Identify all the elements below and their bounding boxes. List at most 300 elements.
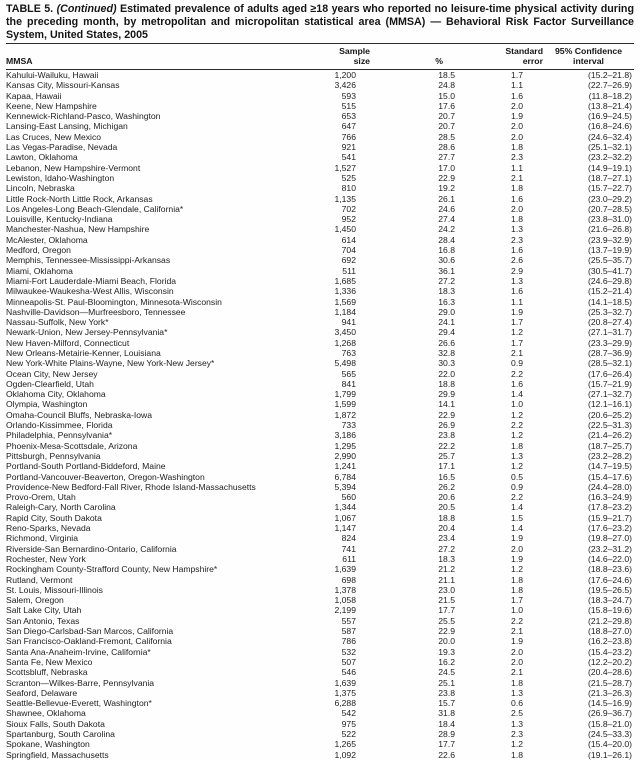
- table-body: [6, 69, 634, 759]
- percent-cell: 26.9: [438, 420, 455, 431]
- confidence-interval-cell: (17.6–23.2): [588, 523, 632, 534]
- sample-size-cell: 1,200: [334, 69, 356, 80]
- confidence-interval-cell: (23.8–31.0): [588, 214, 632, 225]
- standard-error-cell: 2.1: [511, 626, 523, 637]
- standard-error-cell: 1.3: [511, 275, 523, 286]
- mmsa-cell: Provo-Orem, Utah: [6, 492, 76, 503]
- standard-error-cell: 2.0: [511, 543, 523, 554]
- table-row: [6, 739, 634, 749]
- standard-error-cell: 1.4: [511, 523, 523, 534]
- percent-cell: 21.2: [438, 564, 455, 575]
- percent-cell: 20.0: [438, 636, 455, 647]
- standard-error-cell: 2.0: [511, 203, 523, 214]
- table-row: [6, 307, 634, 317]
- sample-size-cell: 698: [341, 574, 356, 585]
- confidence-interval-cell: (23.3–29.9): [588, 337, 632, 348]
- percent-cell: 20.7: [438, 111, 455, 122]
- standard-error-cell: 1.0: [511, 605, 523, 616]
- confidence-interval-cell: (15.8–21.0): [588, 718, 632, 729]
- confidence-interval-cell: (20.7–28.5): [588, 203, 632, 214]
- percent-cell: 27.7: [438, 152, 455, 163]
- confidence-interval-cell: (14.9–19.1): [588, 162, 632, 173]
- sample-size-cell: 1,147: [334, 523, 356, 534]
- percent-cell: 16.3: [438, 296, 455, 307]
- percent-cell: 27.4: [438, 214, 455, 225]
- confidence-interval-cell: (21.2–29.8): [588, 615, 632, 626]
- percent-cell: 26.1: [438, 193, 455, 204]
- percent-cell: 18.5: [438, 69, 455, 80]
- table-row: [6, 142, 634, 152]
- mmsa-cell: Minneapolis-St. Paul-Bloomington, Minnesota-Wisconsin: [6, 296, 222, 307]
- table-row: [6, 719, 634, 729]
- table-row: [6, 461, 634, 471]
- table-title-text: Estimated prevalence of adults aged ≥18 years who reported no leisure-time physical activity during the preceding month, by metropolitan and micropolitan statistical area (MMSA) — Behavioral Risk Factor Surveillance System, United States, 2005: [6, 3, 634, 41]
- sample-size-cell: 1,450: [334, 224, 356, 235]
- standard-error-cell: 2.2: [511, 420, 523, 431]
- percent-cell: 17.1: [438, 461, 455, 472]
- sample-size-cell: 2,199: [334, 605, 356, 616]
- table-row: [6, 688, 634, 698]
- table-row: [6, 255, 634, 265]
- mmsa-cell: Nassau-Suffolk, New York*: [6, 317, 109, 328]
- confidence-interval-cell: (15.2–21.8): [588, 69, 632, 80]
- mmsa-cell: Nashville-Davidson—Murfreesboro, Tennessee: [6, 306, 186, 317]
- sample-size-cell: 692: [341, 255, 356, 266]
- table-row: [6, 91, 634, 101]
- table-row: [6, 121, 634, 131]
- column-header-standard-error-line2: error: [522, 56, 543, 67]
- standard-error-cell: 1.9: [511, 553, 523, 564]
- sample-size-cell: 557: [341, 615, 356, 626]
- table-row: [6, 80, 634, 90]
- standard-error-cell: 1.3: [511, 687, 523, 698]
- standard-error-cell: 2.0: [511, 121, 523, 132]
- standard-error-cell: 1.8: [511, 584, 523, 595]
- mmsa-cell: Spartanburg, South Carolina: [6, 728, 115, 739]
- standard-error-cell: 1.9: [511, 636, 523, 647]
- mmsa-cell: San Antonio, Texas: [6, 615, 80, 626]
- standard-error-cell: 0.9: [511, 481, 523, 492]
- standard-error-cell: 1.3: [511, 224, 523, 235]
- standard-error-cell: 1.2: [511, 430, 523, 441]
- confidence-interval-cell: (27.1–31.7): [588, 327, 632, 338]
- table-row: [6, 224, 634, 234]
- standard-error-cell: 1.7: [511, 69, 523, 80]
- sample-size-cell: 704: [341, 245, 356, 256]
- standard-error-cell: 1.8: [511, 142, 523, 153]
- column-header-sample-size-line1: Sample: [339, 46, 370, 57]
- standard-error-cell: 1.6: [511, 193, 523, 204]
- confidence-interval-cell: (21.5–28.7): [588, 677, 632, 688]
- standard-error-cell: 1.8: [511, 749, 523, 760]
- mmsa-cell: Lincoln, Nebraska: [6, 183, 75, 194]
- table-row: [6, 616, 634, 626]
- mmsa-cell: Los Angeles-Long Beach-Glendale, California*: [6, 203, 184, 214]
- sample-size-cell: 810: [341, 183, 356, 194]
- standard-error-cell: 2.3: [511, 234, 523, 245]
- sample-size-cell: 6,784: [334, 471, 356, 482]
- sample-size-cell: 653: [341, 111, 356, 122]
- table-row: [6, 451, 634, 461]
- table-row: [6, 163, 634, 173]
- confidence-interval-cell: (30.5–41.7): [588, 265, 632, 276]
- percent-cell: 17.0: [438, 162, 455, 173]
- sample-size-cell: 952: [341, 214, 356, 225]
- sample-size-cell: 560: [341, 492, 356, 503]
- sample-size-cell: 532: [341, 646, 356, 657]
- sample-size-cell: 1,344: [334, 502, 356, 513]
- mmsa-cell: Manchester-Nashua, New Hampshire: [6, 224, 150, 235]
- standard-error-cell: 1.6: [511, 378, 523, 389]
- percent-cell: 19.3: [438, 646, 455, 657]
- confidence-interval-cell: (25.3–32.7): [588, 306, 632, 317]
- mmsa-cell: St. Louis, Missouri-Illinois: [6, 584, 103, 595]
- percent-cell: 30.3: [438, 358, 455, 369]
- standard-error-cell: 2.6: [511, 255, 523, 266]
- standard-error-cell: 1.2: [511, 409, 523, 420]
- percent-cell: 20.7: [438, 121, 455, 132]
- standard-error-cell: 1.4: [511, 389, 523, 400]
- table-row: [6, 276, 634, 286]
- standard-error-cell: 0.5: [511, 471, 523, 482]
- mmsa-cell: Philadelphia, Pennsylvania*: [6, 430, 113, 441]
- sample-size-cell: 593: [341, 90, 356, 101]
- mmsa-cell: Kennewick-Richland-Pasco, Washington: [6, 111, 161, 122]
- confidence-interval-cell: (15.4–17.6): [588, 471, 632, 482]
- column-header-percent: %: [372, 44, 457, 70]
- table-row: [6, 152, 634, 162]
- percent-cell: 14.1: [438, 399, 455, 410]
- confidence-interval-cell: (17.6–26.4): [588, 368, 632, 379]
- mmsa-cell: Santa Fe, New Mexico: [6, 656, 93, 667]
- confidence-interval-cell: (15.7–22.7): [588, 183, 632, 194]
- table-row: [6, 657, 634, 667]
- confidence-interval-cell: (15.4–20.0): [588, 739, 632, 750]
- confidence-interval-cell: (13.8–21.4): [588, 100, 632, 111]
- standard-error-cell: 1.9: [511, 111, 523, 122]
- table-row: [6, 338, 634, 348]
- confidence-interval-cell: (25.5–35.7): [588, 255, 632, 266]
- sample-size-cell: 515: [341, 100, 356, 111]
- sample-size-cell: 3,426: [334, 80, 356, 91]
- confidence-interval-cell: (23.2–28.2): [588, 450, 632, 461]
- mmsa-cell: Ogden-Clearfield, Utah: [6, 378, 94, 389]
- mmsa-cell: Kapaa, Hawaii: [6, 90, 62, 101]
- mmsa-cell: Newark-Union, New Jersey-Pennsylvania*: [6, 327, 168, 338]
- sample-size-cell: 6,288: [334, 698, 356, 709]
- sample-size-cell: 1,241: [334, 461, 356, 472]
- sample-size-cell: 1,799: [334, 389, 356, 400]
- sample-size-cell: 733: [341, 420, 356, 431]
- sample-size-cell: 1,058: [334, 595, 356, 606]
- table-row: [6, 389, 634, 399]
- percent-cell: 25.5: [438, 615, 455, 626]
- mmsa-cell: Ocean City, New Jersey: [6, 368, 98, 379]
- sample-size-cell: 3,450: [334, 327, 356, 338]
- percent-cell: 27.2: [438, 543, 455, 554]
- table-row: [6, 708, 634, 718]
- sample-size-cell: 5,394: [334, 481, 356, 492]
- column-header-standard-error-line1: Standard: [505, 46, 543, 57]
- confidence-interval-cell: (20.6–25.2): [588, 409, 632, 420]
- percent-cell: 20.5: [438, 502, 455, 513]
- standard-error-cell: 1.9: [511, 533, 523, 544]
- column-header-confidence-interval: [543, 44, 634, 70]
- percent-cell: 23.8: [438, 430, 455, 441]
- percent-cell: 29.9: [438, 389, 455, 400]
- table-row: [6, 183, 634, 193]
- table-header-row: [6, 44, 634, 70]
- mmsa-cell: McAlester, Oklahoma: [6, 234, 88, 245]
- mmsa-cell: Rutland, Vermont: [6, 574, 73, 585]
- confidence-interval-cell: (15.7–21.9): [588, 378, 632, 389]
- standard-error-cell: 1.8: [511, 183, 523, 194]
- table-row: [6, 636, 634, 646]
- mmsa-cell: Las Vegas-Paradise, Nevada: [6, 142, 118, 153]
- percent-cell: 24.5: [438, 667, 455, 678]
- standard-error-cell: 2.1: [511, 348, 523, 358]
- standard-error-cell: 1.2: [511, 564, 523, 575]
- table-row: [6, 214, 634, 224]
- table-row: [6, 101, 634, 111]
- standard-error-cell: 1.8: [511, 574, 523, 585]
- mmsa-cell: Sioux Falls, South Dakota: [6, 718, 105, 729]
- standard-error-cell: 2.2: [511, 368, 523, 379]
- sample-size-cell: 941: [341, 317, 356, 328]
- table-row: [6, 430, 634, 440]
- standard-error-cell: 1.7: [511, 337, 523, 348]
- mmsa-cell: Richmond, Virginia: [6, 533, 78, 544]
- mmsa-cell: Providence-New Bedford-Fall River, Rhode Island-Massachusetts: [6, 481, 256, 492]
- table-row: [6, 523, 634, 533]
- sample-size-cell: 741: [341, 543, 356, 554]
- confidence-interval-cell: (18.8–23.6): [588, 564, 632, 575]
- table-row: [6, 626, 634, 636]
- percent-cell: 15.7: [438, 698, 455, 709]
- mmsa-cell: New Orleans-Metairie-Kenner, Louisiana: [6, 348, 161, 358]
- standard-error-cell: 1.8: [511, 677, 523, 688]
- sample-size-cell: 546: [341, 667, 356, 678]
- percent-cell: 29.0: [438, 306, 455, 317]
- mmsa-cell: Spokane, Washington: [6, 739, 90, 750]
- confidence-interval-cell: (17.6–24.6): [588, 574, 632, 585]
- standard-error-cell: 1.1: [511, 80, 523, 91]
- mmsa-cell: Seattle-Bellevue-Everett, Washington*: [6, 698, 152, 709]
- table-row: [6, 502, 634, 512]
- sample-size-cell: 1,184: [334, 306, 356, 317]
- confidence-interval-cell: (18.7–27.1): [588, 172, 632, 183]
- mmsa-cell: Scottsbluff, Nebraska: [6, 667, 88, 678]
- confidence-interval-cell: (24.4–28.0): [588, 481, 632, 492]
- confidence-interval-cell: (15.2–21.4): [588, 286, 632, 297]
- confidence-interval-cell: (24.6–32.4): [588, 131, 632, 142]
- percent-cell: 22.9: [438, 626, 455, 637]
- confidence-interval-cell: (16.3–24.9): [588, 492, 632, 503]
- percent-cell: 18.3: [438, 286, 455, 297]
- table-row: [6, 266, 634, 276]
- percent-cell: 22.2: [438, 440, 455, 451]
- mmsa-cell: Portland-Vancouver-Beaverton, Oregon-Washington: [6, 471, 205, 482]
- percent-cell: 21.1: [438, 574, 455, 585]
- mmsa-cell: Las Cruces, New Mexico: [6, 131, 102, 142]
- confidence-interval-cell: (11.8–18.2): [588, 90, 632, 101]
- sample-size-cell: 1,599: [334, 399, 356, 410]
- confidence-interval-cell: (14.7–19.5): [588, 461, 632, 472]
- percent-cell: 22.9: [438, 172, 455, 183]
- percent-cell: 18.8: [438, 512, 455, 523]
- standard-error-cell: 1.5: [511, 512, 523, 523]
- table-row: [6, 399, 634, 409]
- percent-cell: 23.8: [438, 687, 455, 698]
- mmsa-cell: New York-White Plains-Wayne, New York-New Jersey*: [6, 358, 215, 369]
- sample-size-cell: 1,639: [334, 677, 356, 688]
- confidence-interval-cell: (17.8–23.2): [588, 502, 632, 513]
- percent-cell: 23.4: [438, 533, 455, 544]
- mmsa-cell: Miami, Oklahoma: [6, 265, 73, 276]
- mmsa-cell: Little Rock-North Little Rock, Arkansas: [6, 193, 153, 204]
- percent-cell: 23.0: [438, 584, 455, 595]
- sample-size-cell: 786: [341, 636, 356, 647]
- confidence-interval-cell: (13.7–19.9): [588, 245, 632, 256]
- percent-cell: 27.2: [438, 275, 455, 286]
- confidence-interval-cell: (24.5–33.3): [588, 728, 632, 739]
- sample-size-cell: 1,378: [334, 584, 356, 595]
- confidence-interval-cell: (15.9–21.7): [588, 512, 632, 523]
- percent-cell: 22.6: [438, 749, 455, 760]
- sample-size-cell: 2,990: [334, 450, 356, 461]
- mmsa-cell: Louisville, Kentucky-Indiana: [6, 214, 113, 225]
- mmsa-cell: Phoenix-Mesa-Scottsdale, Arizona: [6, 440, 138, 451]
- sample-size-cell: 507: [341, 656, 356, 667]
- standard-error-cell: 1.2: [511, 461, 523, 472]
- percent-cell: 18.4: [438, 718, 455, 729]
- table-row: [6, 647, 634, 657]
- mmsa-cell: Orlando-Kissimmee, Florida: [6, 420, 113, 431]
- confidence-interval-cell: (26.9–36.7): [588, 708, 632, 719]
- table-row: [6, 297, 634, 307]
- standard-error-cell: 2.0: [511, 646, 523, 657]
- table-title-continued-marker: (Continued): [56, 3, 117, 15]
- standard-error-cell: 2.1: [511, 667, 523, 678]
- confidence-interval-cell: (18.8–27.0): [588, 626, 632, 637]
- confidence-interval-cell: (19.8–27.0): [588, 533, 632, 544]
- percent-cell: 29.4: [438, 327, 455, 338]
- confidence-interval-cell: (25.1–32.1): [588, 142, 632, 153]
- table-row: [6, 235, 634, 245]
- mmsa-cell: Shawnee, Oklahoma: [6, 708, 86, 719]
- mmsa-cell: Salt Lake City, Utah: [6, 605, 82, 616]
- standard-error-cell: 1.7: [511, 317, 523, 328]
- mmsa-cell: Lebanon, New Hampshire-Vermont: [6, 162, 141, 173]
- sample-size-cell: 525: [341, 172, 356, 183]
- standard-error-cell: 2.2: [511, 492, 523, 503]
- confidence-interval-cell: (16.2–23.8): [588, 636, 632, 647]
- table-row: [6, 678, 634, 688]
- table-row: [6, 194, 634, 204]
- mmsa-cell: Santa Ana-Anaheim-Irvine, California*: [6, 646, 151, 657]
- standard-error-cell: 2.5: [511, 708, 523, 719]
- mmsa-cell: Keene, New Hampshire: [6, 100, 97, 111]
- sample-size-cell: 702: [341, 203, 356, 214]
- mmsa-cell: Milwaukee-Waukesha-West Allis, Wisconsin: [6, 286, 174, 297]
- standard-error-cell: 1.8: [511, 214, 523, 225]
- table-row: [6, 132, 634, 142]
- table-row: [6, 369, 634, 379]
- sample-size-cell: 1,375: [334, 687, 356, 698]
- mmsa-cell: Springfield, Massachusetts: [6, 749, 109, 760]
- mmsa-cell: Olympia, Washington: [6, 399, 88, 410]
- table-row: [6, 472, 634, 482]
- confidence-interval-cell: (18.7–25.7): [588, 440, 632, 451]
- confidence-interval-cell: (15.4–23.2): [588, 646, 632, 657]
- confidence-interval-cell: (22.5–31.3): [588, 420, 632, 431]
- mmsa-cell: Medford, Oregon: [6, 245, 71, 256]
- sample-size-cell: 975: [341, 718, 356, 729]
- mmsa-cell: Omaha-Council Bluffs, Nebraska-Iowa: [6, 409, 152, 420]
- table-row: [6, 585, 634, 595]
- confidence-interval-cell: (14.5–16.9): [588, 698, 632, 709]
- confidence-interval-cell: (16.8–24.6): [588, 121, 632, 132]
- table-row: [6, 358, 634, 368]
- mmsa-cell: San Francisco-Oakland-Fremont, California: [6, 636, 172, 647]
- sample-size-cell: 1,135: [334, 193, 356, 204]
- standard-error-cell: 2.0: [511, 100, 523, 111]
- percent-cell: 15.0: [438, 90, 455, 101]
- table-row: [6, 544, 634, 554]
- table-row: [6, 564, 634, 574]
- table-row: [6, 698, 634, 708]
- standard-error-cell: 2.9: [511, 265, 523, 276]
- standard-error-cell: 1.1: [511, 296, 523, 307]
- sample-size-cell: 763: [341, 348, 356, 358]
- sample-size-cell: 1,685: [334, 275, 356, 286]
- percent-cell: 22.9: [438, 409, 455, 420]
- table-row: [6, 317, 634, 327]
- mmsa-cell: Portland-South Portland-Biddeford, Maine: [6, 461, 166, 472]
- standard-error-cell: 1.3: [511, 450, 523, 461]
- confidence-interval-cell: (19.1–26.1): [588, 749, 632, 760]
- sample-size-cell: 614: [341, 234, 356, 245]
- table-row: [6, 575, 634, 585]
- confidence-interval-cell: (12.2–20.2): [588, 656, 632, 667]
- confidence-interval-cell: (22.7–26.9): [588, 80, 632, 91]
- column-header-standard-error: [457, 44, 543, 70]
- confidence-interval-cell: (23.9–32.9): [588, 234, 632, 245]
- table-row: [6, 667, 634, 677]
- mmsa-cell: Scranton—Wilkes-Barre, Pennsylvania: [6, 677, 155, 688]
- confidence-interval-cell: (20.8–27.4): [588, 317, 632, 328]
- table-row: [6, 173, 634, 183]
- percent-cell: 18.8: [438, 378, 455, 389]
- standard-error-cell: 1.9: [511, 306, 523, 317]
- table-row: [6, 533, 634, 543]
- table-row: [6, 327, 634, 337]
- standard-error-cell: 2.2: [511, 615, 523, 626]
- table-title-number: TABLE 5.: [6, 3, 54, 15]
- confidence-interval-cell: (12.1–16.1): [588, 399, 632, 410]
- mmsa-cell: Memphis, Tennessee-Mississippi-Arkansas: [6, 255, 171, 266]
- table-row: [6, 513, 634, 523]
- standard-error-cell: 2.3: [511, 152, 523, 163]
- standard-error-cell: 1.0: [511, 399, 523, 410]
- percent-cell: 36.1: [438, 265, 455, 276]
- sample-size-cell: 522: [341, 728, 356, 739]
- sample-size-cell: 1,527: [334, 162, 356, 173]
- percent-cell: 30.6: [438, 255, 455, 266]
- mmsa-cell: Salem, Oregon: [6, 595, 64, 606]
- table-row: [6, 482, 634, 492]
- percent-cell: 17.7: [438, 605, 455, 616]
